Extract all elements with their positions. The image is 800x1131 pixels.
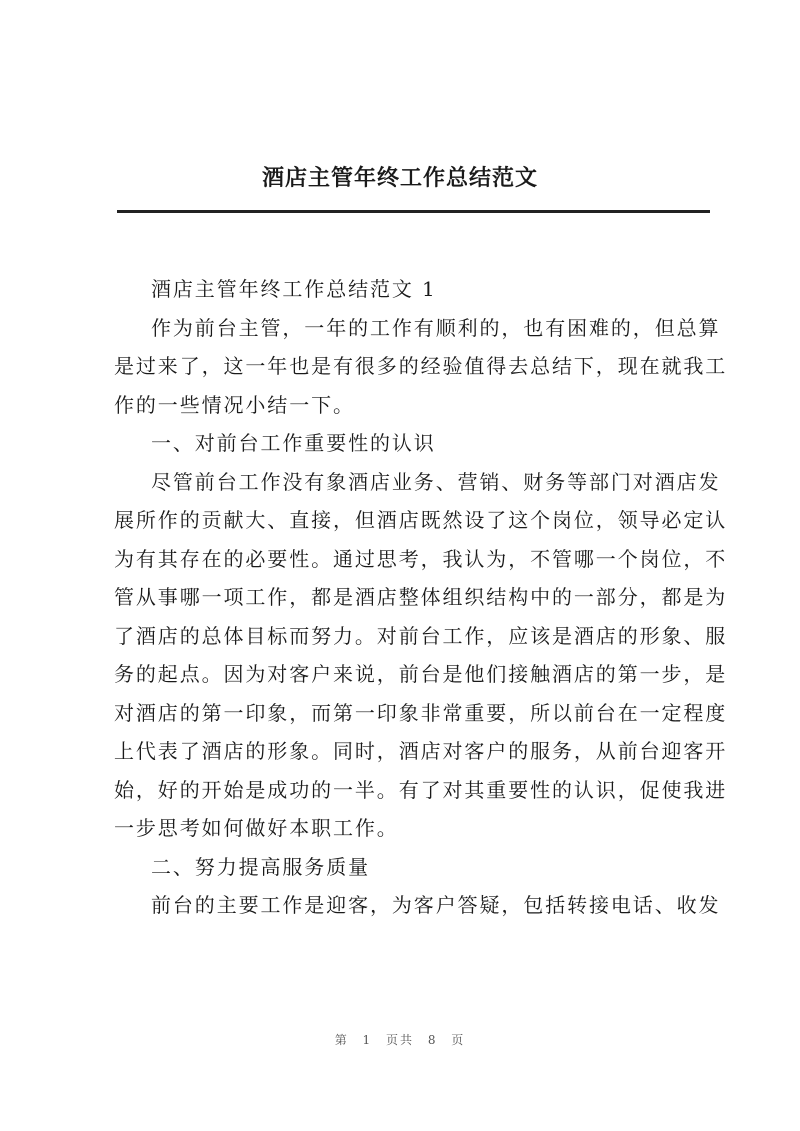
body-line: 二、努力提高服务质量 [151, 854, 370, 879]
body-line: 前台的主要工作是迎客，为客户答疑，包括转接电话、收发 [151, 893, 721, 917]
body-line: 务的起点。因为对客户来说，前台是他们接触酒店的第一步，是 [114, 662, 728, 686]
page-number-footer: 第 1 页共 8 页 [334, 1033, 466, 1047]
body-line: 尽管前台工作没有象酒店业务、营销、财务等部门对酒店发 [151, 469, 721, 494]
title-underline [117, 210, 710, 213]
body-line: 展所作的贡献大、直接，但酒店既然设了这个岗位，领导必定认 [114, 508, 728, 532]
body-line: 酒店主管年终工作总结范文 1 [151, 277, 437, 301]
body-line: 是过来了，这一年也是有很多的经验值得去总结下，现在就我工 [114, 354, 728, 378]
body-line: 对酒店的第一印象，而第一印象非常重要，所以前台在一定程度 [114, 700, 728, 725]
body-line: 了酒店的总体目标而努力。对前台工作，应该是酒店的形象、服 [114, 623, 728, 648]
body-line: 始，好的开始是成功的一半。有了对其重要性的认识，促使我进 [114, 777, 728, 802]
document-title: 酒店主管年终工作总结范文 [261, 165, 538, 191]
document-body [114, 270, 728, 925]
body-line: 管从事哪一项工作，都是酒店整体组织结构中的一部分，都是为 [114, 585, 728, 609]
body-line: 一、对前台工作重要性的认识 [151, 431, 436, 455]
body-line: 一步思考如何做好本职工作。 [114, 816, 399, 840]
body-line: 为有其存在的必要性。通过思考，我认为，不管哪一个岗位，不 [114, 546, 728, 571]
body-line: 作为前台主管，一年的工作有顺利的，也有困难的，但总算 [151, 315, 721, 340]
body-line: 作的一些情况小结一下。 [114, 392, 355, 417]
body-line: 上代表了酒店的形象。同时，酒店对客户的服务，从前台迎客开 [114, 739, 728, 763]
